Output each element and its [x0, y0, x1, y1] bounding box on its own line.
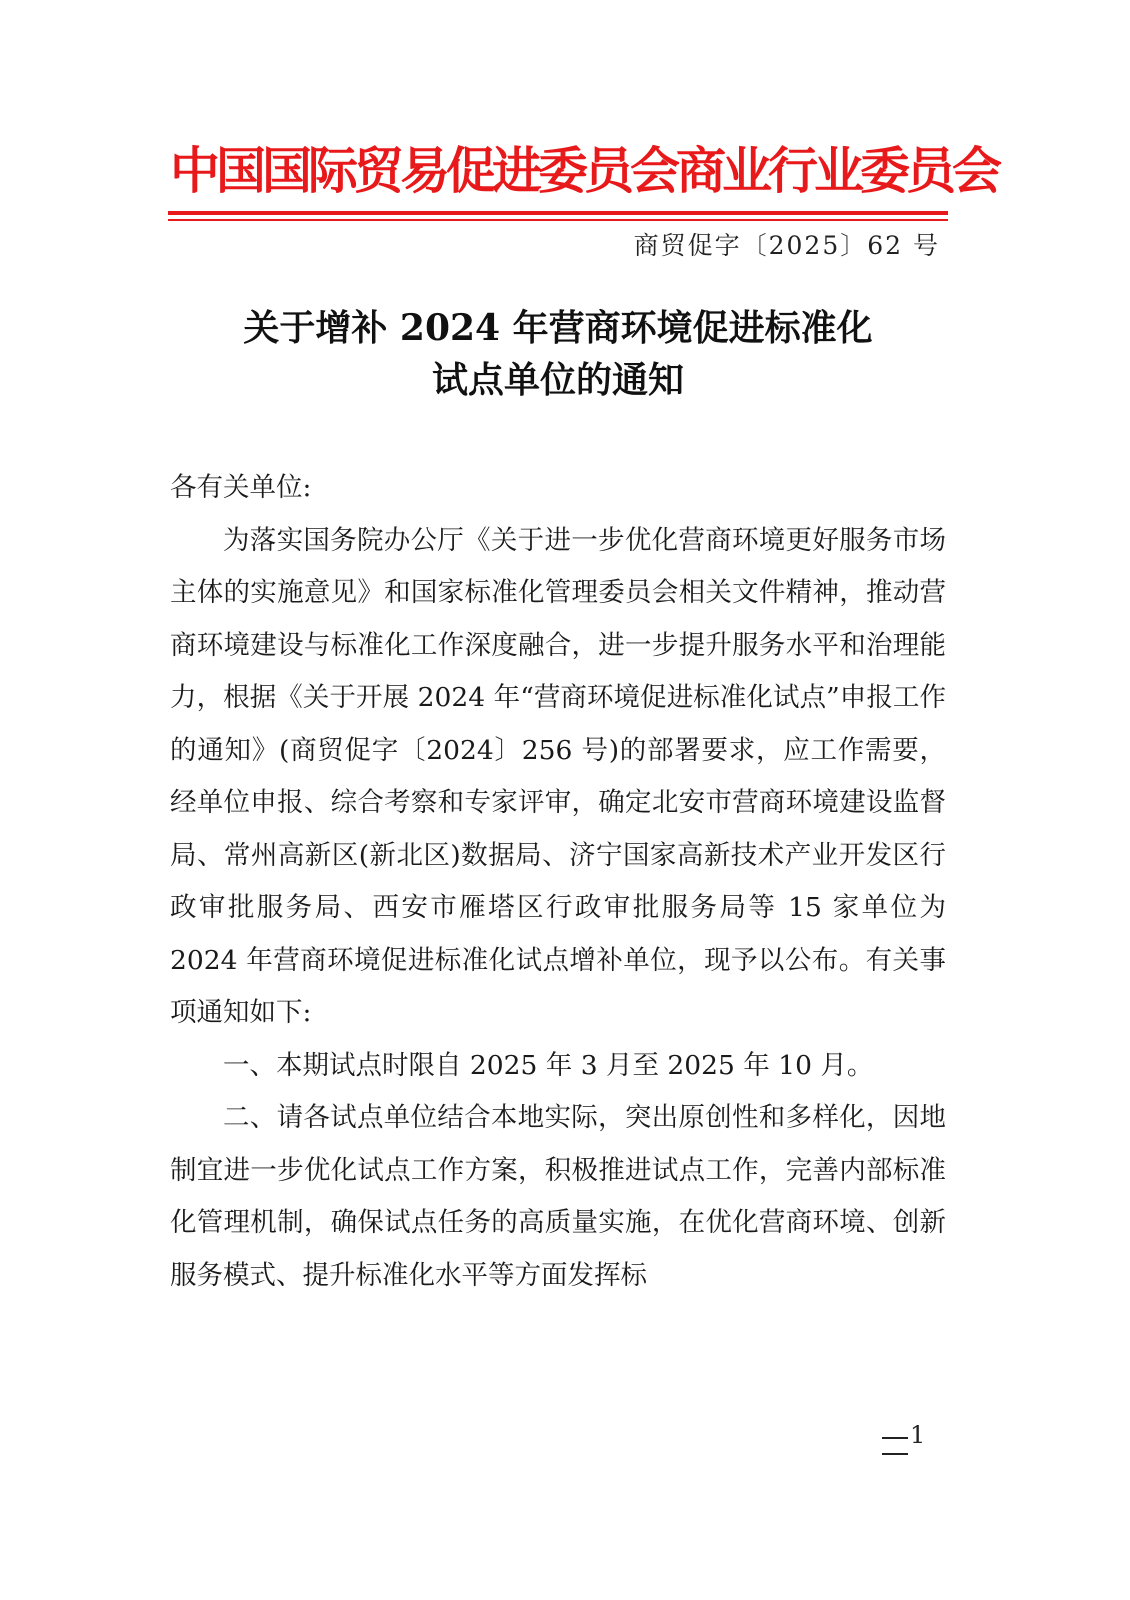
document-body: [170, 462, 946, 1302]
page-number-dash-bottom: [882, 1453, 908, 1455]
document-title-line2: 试点单位的通知: [431, 359, 684, 401]
body-paragraph: 二、请各试点单位结合本地实际，突出原创性和多样化，因地制宜进一步优化试点工作方案，积极推进试点工作，完善内部标准化管理机制，确保试点任务的高质量实施，在优化营商环境、创新服务模式、提升标准化水平等方面发挥标: [170, 1102, 946, 1291]
letterhead-org-name: 中国国际贸易促进委员会商业行业委员会: [170, 142, 998, 200]
salutation: 各有关单位:: [170, 472, 312, 503]
letterhead-rule-thin: [168, 219, 948, 221]
page-number-value: 1: [910, 1421, 926, 1449]
document-title-line1: 关于增补 2024 年营商环境促进标准化: [243, 307, 873, 349]
body-paragraph: 为落实国务院办公厅《关于进一步优化营商环境更好服务市场主体的实施意见》和国家标准化管理委员会相关文件精神，推动营商环境建设与标准化工作深度融合，进一步提升服务水平和治理能力，根据《关于开展 2024 年“营商环境促进标准化试点”申报工作的通知》(商贸促字〔2024〕256 号)的部署要求，应工作需要，经单位申报、综合考察和专家评审，确定北安市营商环境建设监督局、常州高新区(新北区)数据局、济宁国家高新技术产业开发区行政审批服务局、西安市雁塔区行政审批服务局等 15 家单位为 2024 年营商环境促进标准化试点增补单位，现予以公布。有关事项通知如下:: [170, 524, 946, 1028]
page-number-dash-top: [882, 1437, 908, 1439]
letterhead-rule-thick: [168, 211, 948, 215]
body-paragraph: 一、本期试点时限自 2025 年 3 月至 2025 年 10 月。: [223, 1049, 874, 1081]
document-number: 商贸促字〔2025〕62 号: [633, 231, 940, 260]
